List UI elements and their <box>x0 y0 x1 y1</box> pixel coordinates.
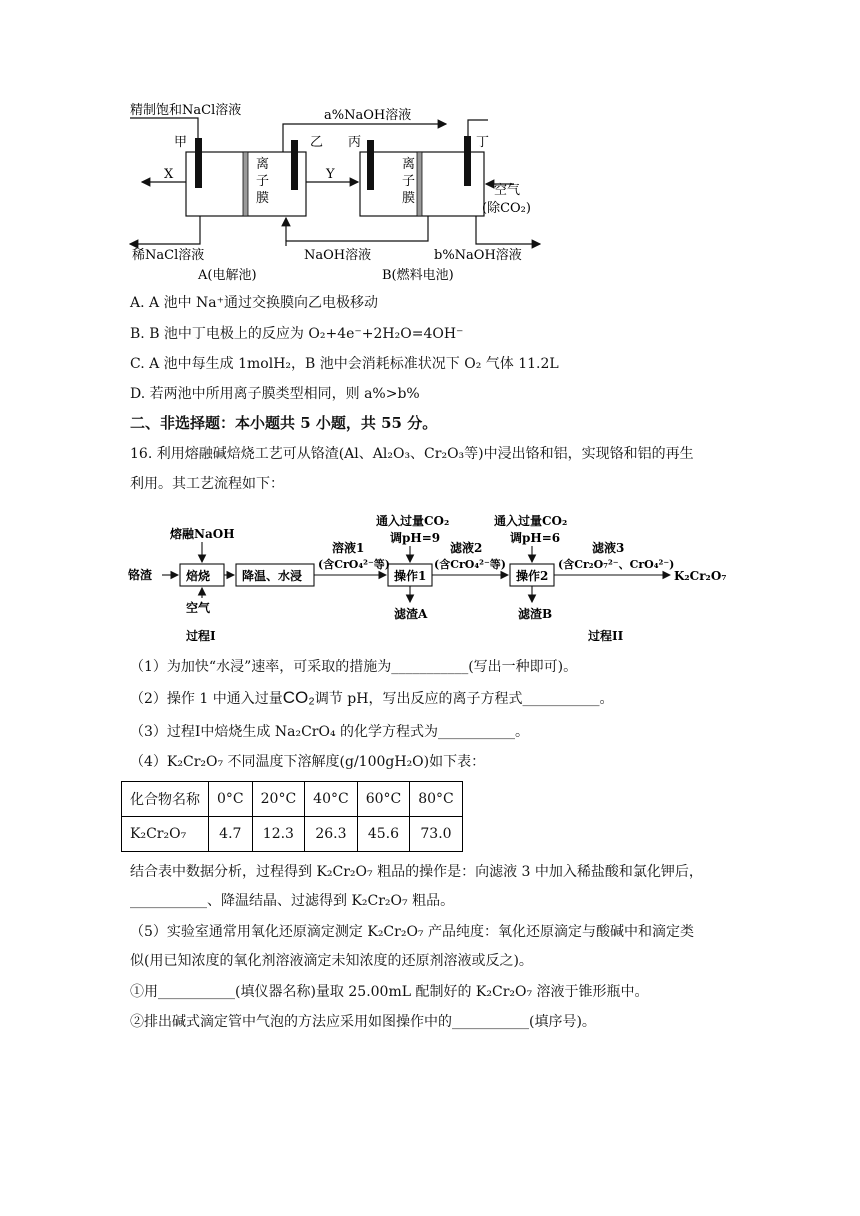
table-header-cell: 20°C <box>252 782 305 817</box>
svg-text:通入过量CO₂: 通入过量CO₂ <box>376 514 450 528</box>
svg-text:过程I: 过程I <box>186 629 216 643</box>
option-c: C. A 池中每生成 1molH₂，B 池中会消耗标准状况下 O₂ 气体 11.2L <box>130 356 559 372</box>
svg-text:(含CrO₄²⁻等): (含CrO₄²⁻等) <box>318 558 390 571</box>
option-d: D. 若两池中所用离子膜类型相同，则 a%>b% <box>130 386 420 402</box>
process-flow-diagram <box>126 508 736 648</box>
table-cell: 12.3 <box>252 817 305 852</box>
svg-text:降温、水浸: 降温、水浸 <box>242 569 303 583</box>
table-cell: 73.0 <box>410 817 463 852</box>
table-cell: 45.6 <box>357 817 410 852</box>
svg-text:溶液1: 溶液1 <box>332 541 365 555</box>
svg-text:子: 子 <box>402 174 416 189</box>
svg-text:过程II: 过程II <box>588 629 624 643</box>
q16-part5-d: ②排出碱式滴定管中气泡的方法应采用如图操作中的___________(填序号)。 <box>130 1014 596 1030</box>
electrode-yi <box>291 140 298 190</box>
svg-text:膜: 膜 <box>402 191 416 206</box>
svg-text:精制饱和NaCl溶液: 精制饱和NaCl溶液 <box>130 103 242 118</box>
svg-text:NaOH溶液: NaOH溶液 <box>304 248 372 263</box>
q16-part5-a: （5）实验室通常用氧化还原滴定测定 K₂Cr₂O₇ 产品纯度：氧化还原滴定与酸碱中和滴定类 <box>130 924 694 940</box>
table-header-cell: 化合物名称 <box>122 782 209 817</box>
q16-part2-b: 调节 pH，写出反应的离子方程式___________。 <box>314 691 614 707</box>
svg-text:调pH=6: 调pH=6 <box>510 531 561 545</box>
q16-part2-a: （2）操作 1 中通入过量 <box>130 691 283 707</box>
svg-text:铬渣: 铬渣 <box>128 568 153 582</box>
option-a: A. A 池中 Na⁺通过交换膜向乙电极移动 <box>130 295 379 311</box>
svg-text:子: 子 <box>256 174 270 189</box>
svg-text:乙: 乙 <box>310 135 324 150</box>
svg-text:滤渣B: 滤渣B <box>518 607 553 621</box>
q16-intro-line1: 16. 利用熔融碱焙烧工艺可从铬渣(Al、Al₂O₃、Cr₂O₃等)中浸出铬和铝，实现铬和铝的再生 <box>130 446 694 462</box>
svg-text:离: 离 <box>256 157 270 172</box>
table-row <box>122 817 463 852</box>
svg-text:焙烧: 焙烧 <box>186 569 211 583</box>
svg-text:Y: Y <box>326 167 335 182</box>
electrode-jia <box>195 138 202 188</box>
svg-text:X: X <box>164 167 174 182</box>
q16-part4: （4）K₂Cr₂O₇ 不同温度下溶解度(g/100gH₂O)如下表： <box>130 754 486 770</box>
q16-part5-c: ①用___________(填仪器名称)量取 25.00mL 配制好的 K₂Cr₂O₇ 溶液于锥形瓶中。 <box>130 984 649 1000</box>
svg-text:调pH=9: 调pH=9 <box>390 531 441 545</box>
svg-text:空气: 空气 <box>494 183 521 198</box>
q16-part2-co2: CO₂ <box>282 688 315 707</box>
table-header-cell: 60°C <box>357 782 410 817</box>
svg-text:(含CrO₄²⁻等): (含CrO₄²⁻等) <box>434 558 506 571</box>
table-cell: 4.7 <box>209 817 253 852</box>
q16-part1: （1）为加快“水浸”速率，可采取的措施为___________(写出一种即可)。 <box>130 659 578 675</box>
cell-diagram <box>120 96 550 286</box>
electrode-ding <box>464 136 471 186</box>
svg-text:丁: 丁 <box>476 135 490 150</box>
q16-part2 <box>130 688 613 709</box>
option-b: B. B 池中丁电极上的反应为 O₂+4e⁻+2H₂O=4OH⁻ <box>130 326 464 342</box>
table-header-cell: 40°C <box>305 782 358 817</box>
svg-text:滤液3: 滤液3 <box>592 541 625 555</box>
svg-text:丙: 丙 <box>348 135 362 150</box>
electrode-bing <box>367 140 374 190</box>
svg-text:稀NaCl溶液: 稀NaCl溶液 <box>132 248 205 263</box>
svg-text:a%NaOH溶液: a%NaOH溶液 <box>324 108 412 123</box>
svg-text:操作2: 操作2 <box>516 569 549 583</box>
section-heading: 二、非选择题：本小题共 5 小题，共 55 分。 <box>130 414 438 432</box>
q16-intro-line2: 利用。其工艺流程如下： <box>130 476 284 492</box>
svg-text:(含Cr₂O₇²⁻、CrO₄²⁻): (含Cr₂O₇²⁻、CrO₄²⁻) <box>558 558 675 571</box>
svg-text:通入过量CO₂: 通入过量CO₂ <box>494 514 568 528</box>
table-cell: 26.3 <box>305 817 358 852</box>
q16-part4-c: ___________、降温结晶、过滤得到 K₂Cr₂O₇ 粗品。 <box>130 893 455 909</box>
q16-part4-b: 结合表中数据分析，过程得到 K₂Cr₂O₇ 粗品的操作是：向滤液 3 中加入稀盐酸和氯化钾后， <box>130 864 703 880</box>
table-header-cell: 80°C <box>410 782 463 817</box>
svg-text:滤渣A: 滤渣A <box>394 607 428 621</box>
table-header-row <box>122 782 463 817</box>
svg-text:操作1: 操作1 <box>394 569 427 583</box>
svg-text:(除CO₂): (除CO₂) <box>482 201 531 216</box>
svg-text:膜: 膜 <box>256 191 270 206</box>
q16-part5-b: 似(用已知浓度的氧化剂溶液滴定未知浓度的还原剂溶液或反之)。 <box>130 953 533 969</box>
table-cell: K₂Cr₂O₇ <box>122 817 209 852</box>
svg-text:甲: 甲 <box>174 135 188 150</box>
svg-text:b%NaOH溶液: b%NaOH溶液 <box>434 248 522 263</box>
svg-text:滤液2: 滤液2 <box>450 541 483 555</box>
solubility-table <box>121 781 463 852</box>
svg-text:离: 离 <box>402 157 416 172</box>
svg-text:熔融NaOH: 熔融NaOH <box>170 527 235 541</box>
svg-text:B(燃料电池): B(燃料电池) <box>382 268 454 283</box>
q16-part3: （3）过程I中焙烧生成 Na₂CrO₄ 的化学方程式为___________。 <box>130 724 530 740</box>
svg-text:K₂Cr₂O₇: K₂Cr₂O₇ <box>674 569 727 583</box>
svg-text:A(电解池): A(电解池) <box>198 268 257 283</box>
svg-text:空气: 空气 <box>186 601 211 615</box>
table-header-cell: 0°C <box>209 782 253 817</box>
